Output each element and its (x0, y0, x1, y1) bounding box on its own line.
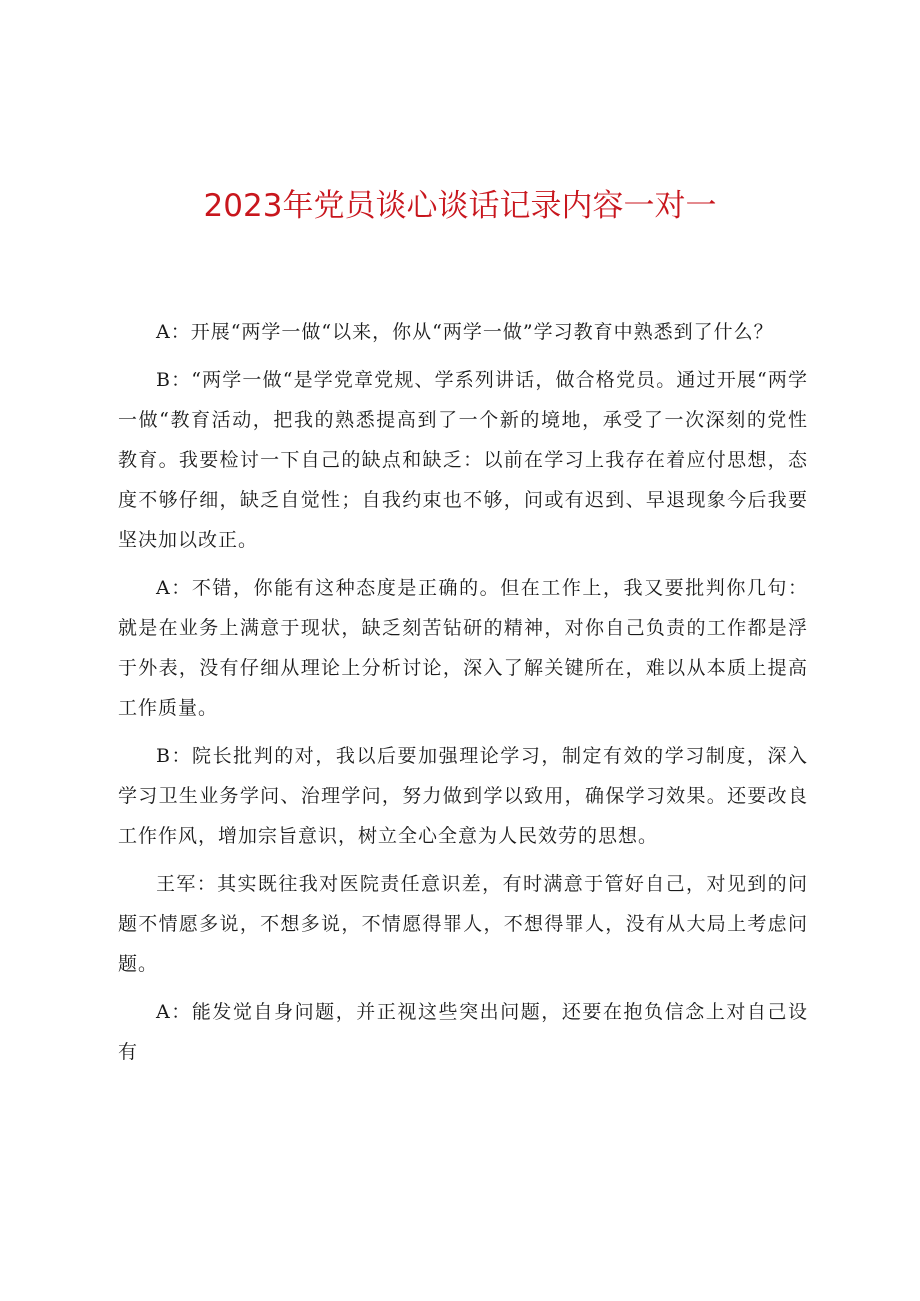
paragraph: A：能发觉自身问题，并正视这些突出问题，还要在抱负信念上对自己设有 (118, 1001, 808, 1063)
paragraph: B：“两学一做“是学党章党规、学系列讲话，做合格党员。通过开展“两学一做“教育活动，把我的熟悉提高到了一个新的境地，承受了一次深刻的党性教育。我要检讨一下自己的缺点和缺乏：以前在学习上我存在着应付思想，态度不够仔细，缺乏自觉性；自我约束也不够，问或有迟到、早退现象今后我要坚决加以改正。 (118, 369, 808, 551)
paragraph: B：院长批判的对，我以后要加强理论学习，制定有效的学习制度，深入学习卫生业务学问、治理学问，努力做到学以致用，确保学习效果。还要改良工作作风，增加宗旨意识，树立全心全意为人民效劳的思想。 (118, 745, 808, 847)
document-body (118, 312, 808, 1080)
document-title: 2023年党员谈心谈话记录内容一对一 (203, 188, 717, 224)
paragraph: 王军：其实既往我对医院责任意识差，有时满意于管好自己，对见到的问题不情愿多说，不想多说，不情愿得罪人，不想得罪人，没有从大局上考虑问题。 (118, 873, 808, 975)
paragraph: A：不错，你能有这种态度是正确的。但在工作上，我又要批判你几句：就是在业务上满意于现状，缺乏刻苦钻研的精神，对你自己负责的工作都是浮于外表，没有仔细从理论上分析讨论，深入了解关键所在，难以从本质上提高工作质量。 (118, 577, 808, 719)
paragraph: A：开展“两学一做“以来，你从“两学一做”学习教育中熟悉到了什么？ (156, 321, 774, 343)
